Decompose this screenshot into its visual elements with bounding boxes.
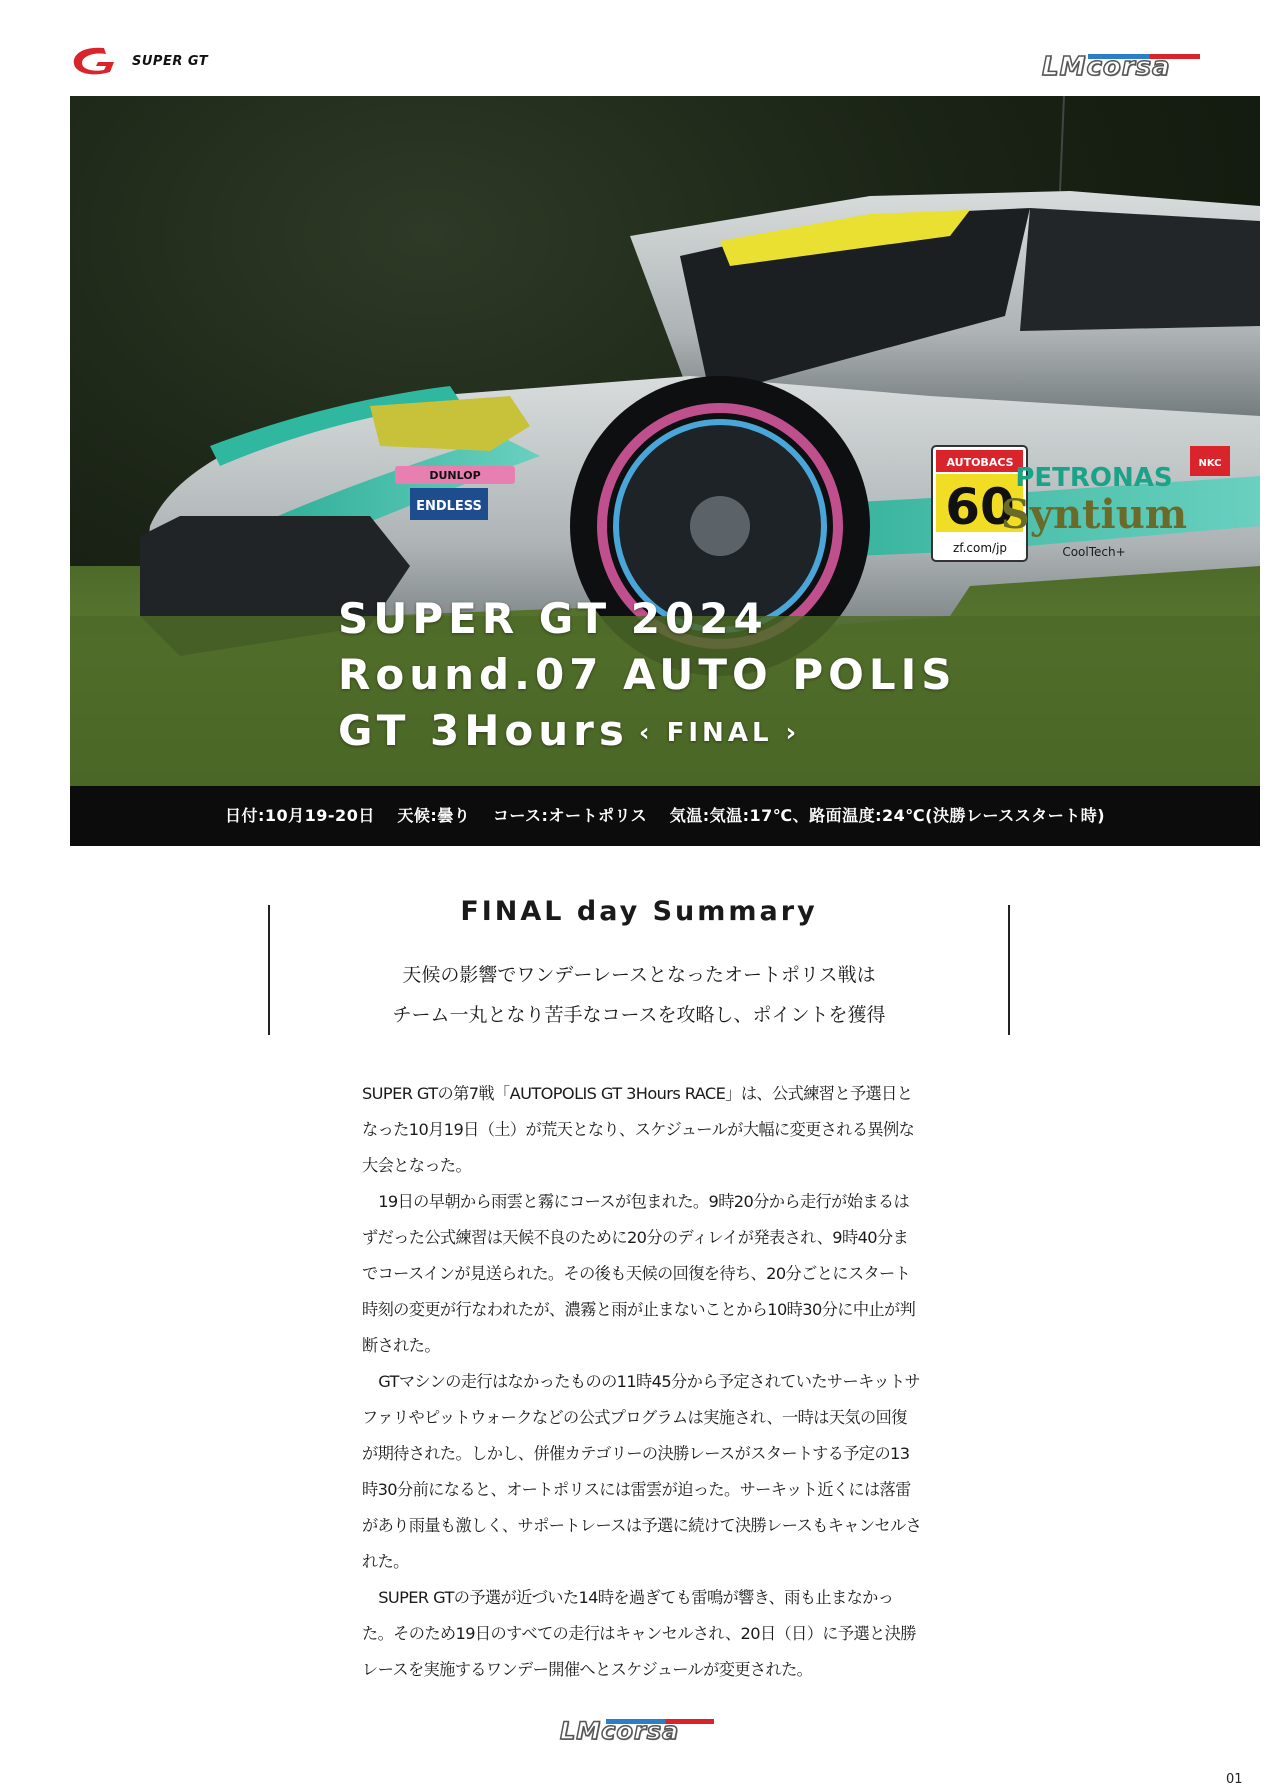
lmcorsa-footer-text: LMcorsa	[560, 1717, 680, 1745]
summary-title: FINAL day Summary	[460, 896, 818, 927]
hero-image	[70, 96, 1260, 786]
hero-title-line2: Round.07 AUTO POLIS	[338, 650, 957, 699]
nkc-decal: NKC	[1198, 458, 1222, 469]
hero-title-line1: SUPER GT 2024	[338, 594, 768, 643]
cooltech-sponsor: CoolTech+	[1062, 545, 1126, 559]
article-paragraph-4: SUPER GTの予選が近づいた14時を過ぎても雷鳴が響き、雨も止まなかった。そのため19日のすべての走行はキャンセルされ、20日（日）に予選と決勝レースを実施するワンデー開催へとスケジュールが変更された。	[362, 1588, 916, 1679]
hero-title-line3-main: GT 3Hours	[338, 706, 629, 755]
endless-decal: ENDLESS	[416, 499, 482, 514]
article-paragraph-1: SUPER GTの第7戦「AUTOPOLIS GT 3Hours RACE」は、公式練習と予選日となった10月19日（土）が荒天となり、スケジュールが大幅に変更される異例な大会となった。	[362, 1084, 915, 1175]
hero-final-tag: ‹ FINAL ›	[638, 718, 801, 748]
race-info-bar: 日付:10月19-20日 天候:曇り コース:オートポリス 気温:気温:17℃、路面温度:24℃(決勝レーススタート時)	[70, 786, 1260, 846]
article-body	[362, 1076, 922, 1688]
summary-divider-right	[1008, 905, 1010, 1035]
autobacs-badge: AUTOBACS	[946, 456, 1014, 469]
zf-url: zf.com/jp	[952, 541, 1008, 555]
syntium-sponsor: Syntium	[1000, 491, 1188, 538]
dunlop-decal: DUNLOP	[429, 469, 481, 482]
summary-subtitle-line2: チーム一丸となり苦手なコースを攻略し、ポイントを獲得	[392, 1004, 886, 1026]
petronas-sponsor: PETRONAS	[1015, 463, 1173, 493]
lmcorsa-logo-text: LMcorsa	[1042, 52, 1171, 82]
car-number: 60	[945, 478, 1015, 536]
super-gt-logo-text: SUPER GT	[132, 54, 209, 69]
hero-title-line3	[338, 706, 800, 755]
page-number: 01	[1226, 1772, 1243, 1787]
article-paragraph-3: GTマシンの走行はなかったものの11時45分から予定されていたサーキットサファリやピットウォークなどの公式プログラムは実施され、一時は天気の回復が期待された。しかし、併催カテゴリーの決勝レースがスタートする予定の13時30分前になると、オートポリスには雷雲が迫った。サーキット近くには落雷があり雨量も激しく、サポートレースは予選に続けて決勝レースもキャンセルされた。	[362, 1372, 922, 1571]
super-gt-swoosh-icon	[70, 44, 130, 80]
super-gt-logo	[70, 44, 250, 80]
lmcorsa-logo-header	[1042, 52, 1207, 82]
lmcorsa-logo-footer	[560, 1717, 720, 1743]
article-paragraph-2: 19日の早朝から雨雲と霧にコースが包まれた。9時20分から走行が始まるはずだった公式練習は天候不良のために20分のディレイが発表され、9時40分までコースインが見送られた。その後も天候の回復を待ち、20分ごとにスタート時刻の変更が行なわれたが、濃霧と雨が止まないことから10時30分に中止が判断された。	[362, 1192, 916, 1355]
summary-subtitle-line1: 天候の影響でワンデーレースとなったオートポリス戦は	[402, 964, 876, 986]
